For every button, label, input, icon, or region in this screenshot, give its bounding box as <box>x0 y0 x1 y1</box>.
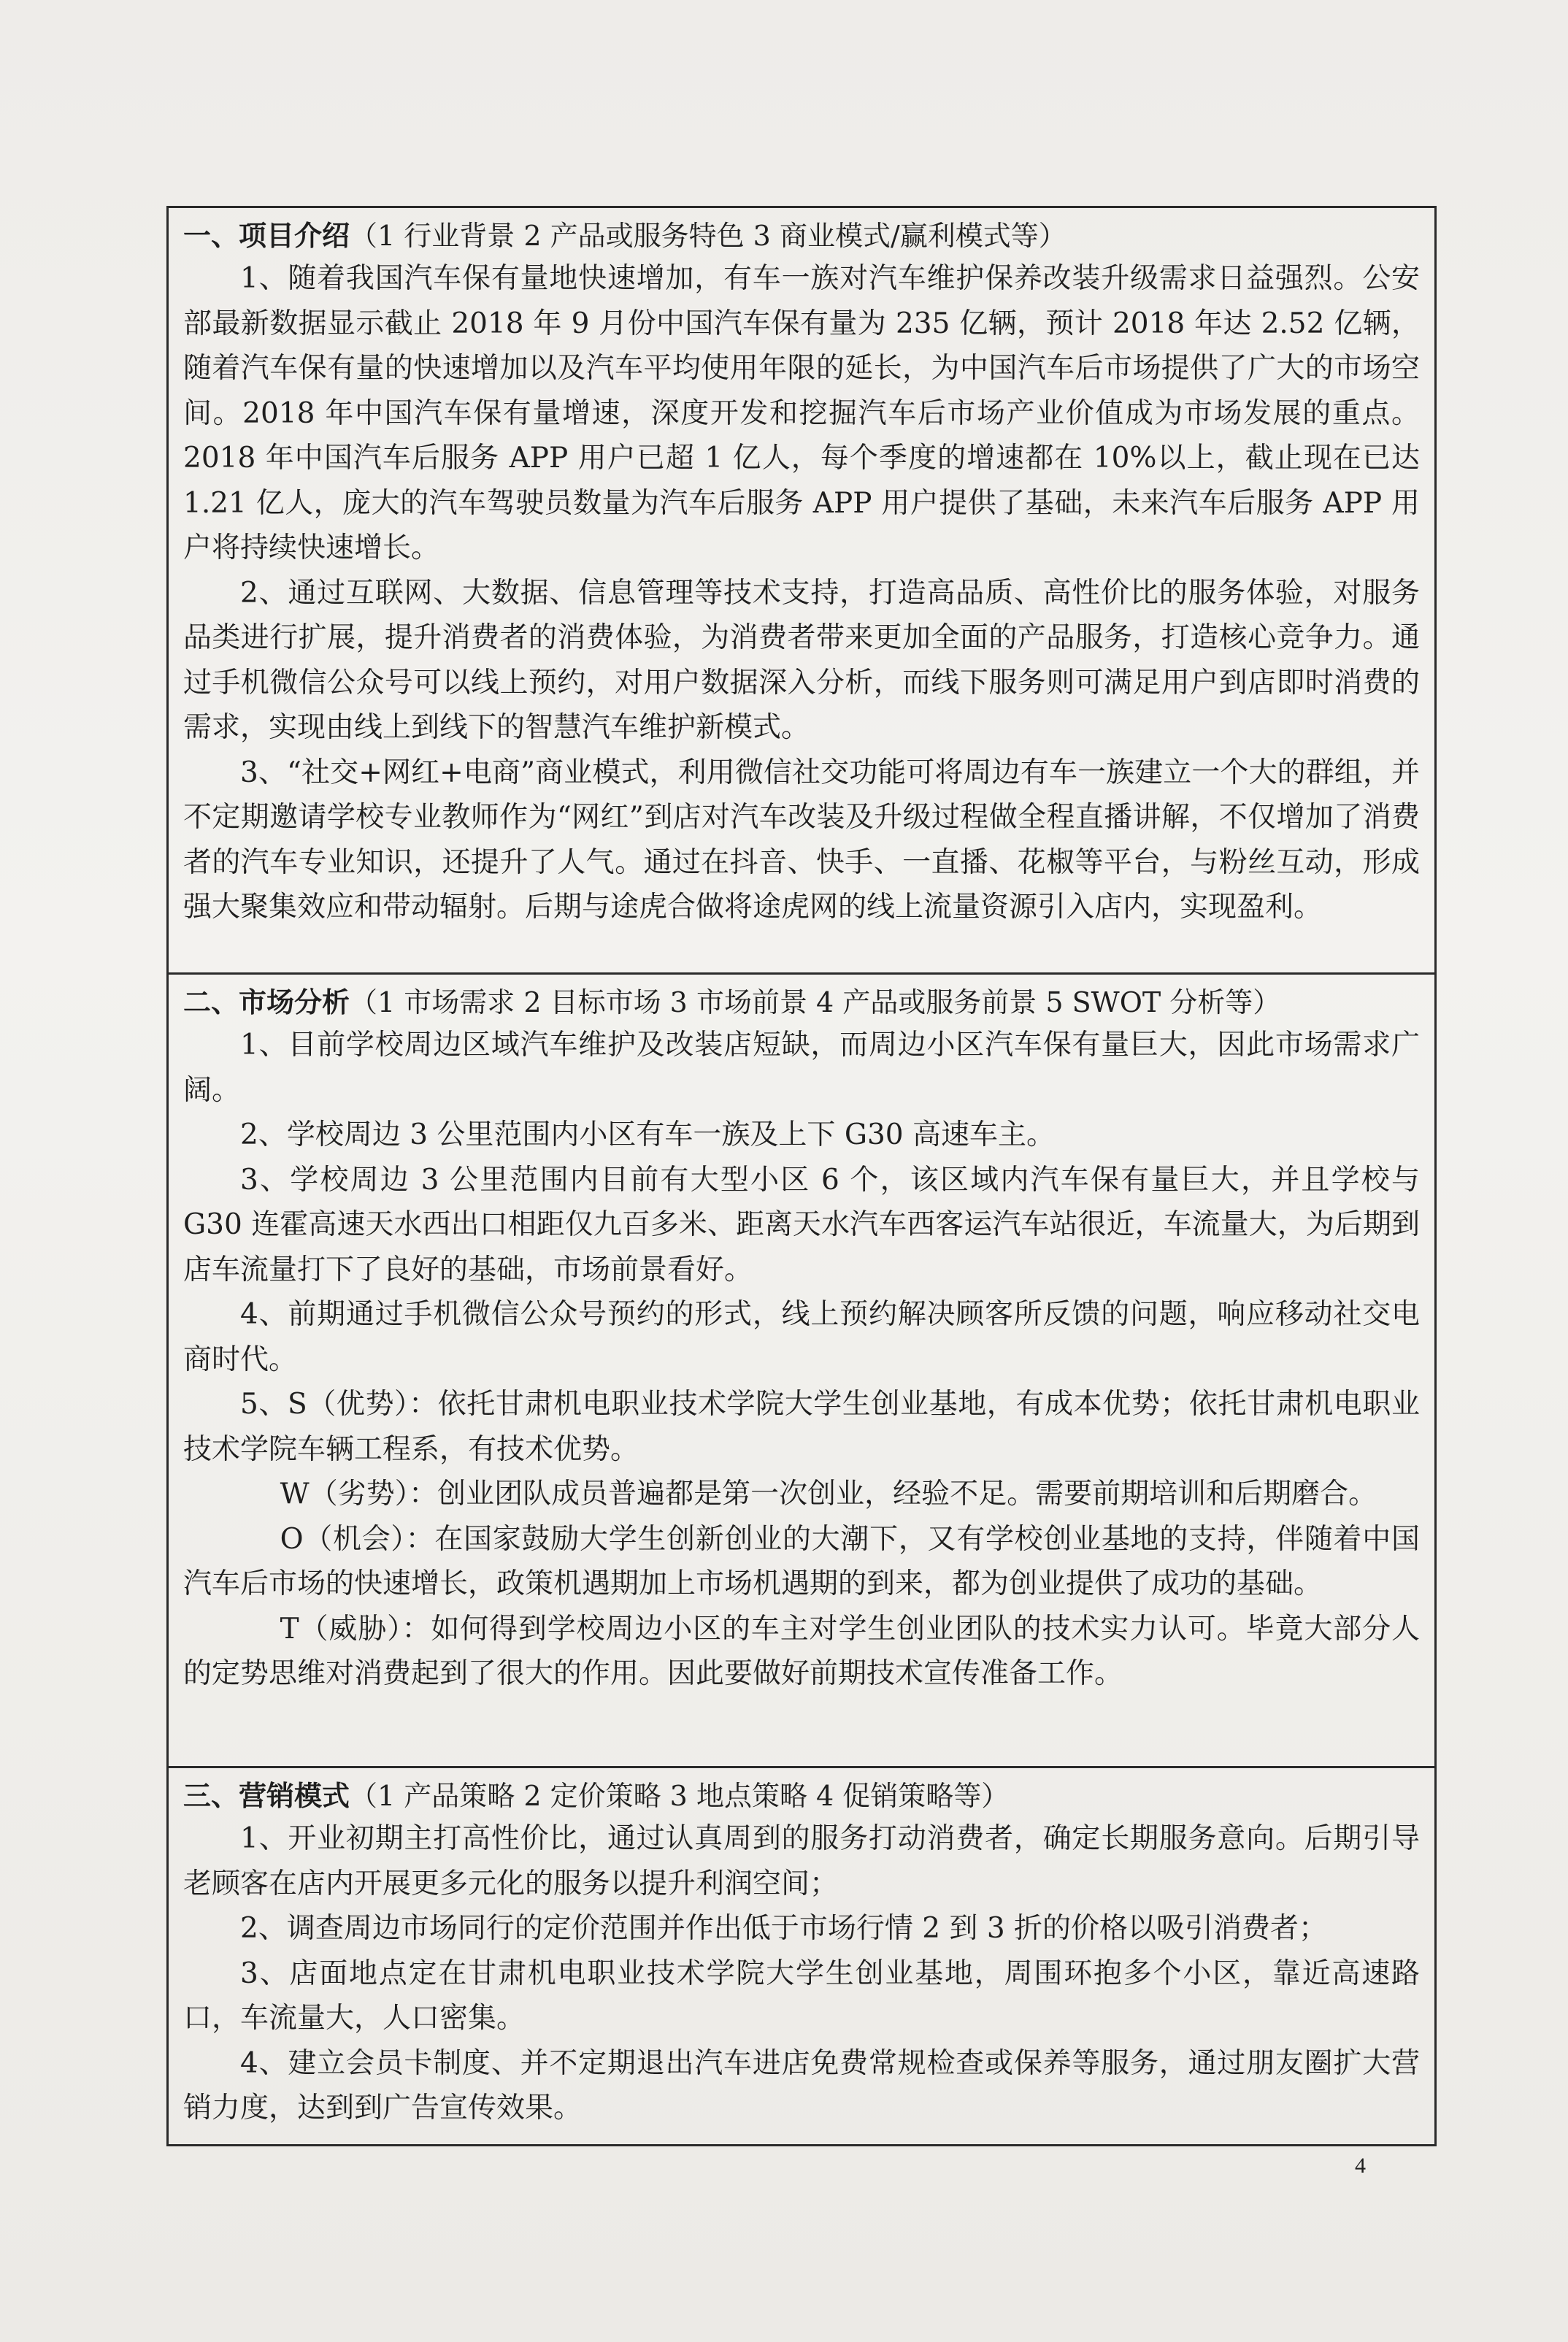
section-heading <box>183 982 1420 1023</box>
paragraph: 5、S（优势）：依托甘肃机电职业技术学院大学生创业基地，有成本优势；依托甘肃机电职业技术学院车辆工程系，有技术优势。 <box>183 1388 1420 1466</box>
section-marketing-model <box>169 1768 1434 2144</box>
paragraph: 4、前期通过手机微信公众号预约的形式，线上预约解决顾客所反馈的问题，响应移动社交电商时代。 <box>183 1298 1420 1376</box>
paragraph: 1、开业初期主打高性价比，通过认真周到的服务打动消费者，确定长期服务意向。后期引导老顾客在店内开展更多元化的服务以提升利润空间； <box>183 1822 1420 1900</box>
section-market-analysis <box>169 975 1434 1768</box>
swot-threat: T（威胁）：如何得到学校周边小区的车主对学生创业团队的技术实力认可。毕竟大部分人的定势思维对消费起到了很大的作用。因此要做好前期技术宣传准备工作。 <box>183 1612 1420 1690</box>
paragraph: 2、通过互联网、大数据、信息管理等技术支持，打造高品质、高性价比的服务体验，对服务品类进行扩展，提升消费者的消费体验，为消费者带来更加全面的产品服务，打造核心竞争力。通过手机微信公众号可以线上预约，对用户数据深入分析，而线下服务则可满足用户到店即时消费的需求，实现由线上到线下的智慧汽车维护新模式。 <box>183 576 1420 744</box>
paragraph: 2、学校周边 3 公里范围内小区有车一族及上下 G30 高速车主。 <box>240 1118 1055 1151</box>
section-project-intro <box>169 208 1434 975</box>
page-number: 4 <box>1355 2154 1366 2178</box>
section-subtitle: （1 产品策略 2 定价策略 3 地点策略 4 促销策略等） <box>350 1780 1010 1812</box>
paragraph: 4、建立会员卡制度、并不定期退出汽车进店免费常规检查或保养等服务，通过朋友圈扩大营销力度，达到到广告宣传效果。 <box>183 2046 1420 2124</box>
paragraph: 1、随着我国汽车保有量地快速增加，有车一族对汽车维护保养改装升级需求日益强烈。公安部最新数据显示截止 2018 年 9 月份中国汽车保有量为 235 亿辆，预计 2018 年达 2.52 亿辆，随着汽车保有量的快速增加以及汽车平均使用年限的延长，为中国汽车后市场提供了广大的市场空间。2018 年中国汽车保有量增速，深度开发和挖掘汽车后市场产业价值成为市场发展的重点。2018 年中国汽车后服务 APP 用户已超 1 亿人，每个季度的增速都在 10%以上，截止现在已达 1.21 亿人，庞大的汽车驾驶员数量为汽车后服务 APP 用户提供了基础，未来汽车后服务 APP 用户将持续快速增长。 <box>183 262 1420 564</box>
paragraph: 3、店面地点定在甘肃机电职业技术学院大学生创业基地，周围环抱多个小区，靠近高速路口，车流量大，人口密集。 <box>183 1957 1420 2035</box>
swot-opportunity: O（机会）：在国家鼓励大学生创新创业的大潮下，又有学校创业基地的支持，伴随着中国汽车后市场的快速增长，政策机遇期加上市场机遇期的到来，都为创业提供了成功的基础。 <box>183 1522 1420 1600</box>
section-title: 三、营销模式 <box>183 1779 350 1812</box>
swot-weakness: W（劣势）：创业团队成员普遍都是第一次创业，经验不足。需要前期培训和后期磨合。 <box>280 1478 1377 1510</box>
section-subtitle: （1 行业背景 2 产品或服务特色 3 商业模式/赢利模式等） <box>350 220 1067 252</box>
paragraph: 3、学校周边 3 公里范围内目前有大型小区 6 个，该区域内汽车保有量巨大，并且学校与 G30 连霍高速天水西出口相距仅九百多米、距离天水汽车西客运汽车站很近，车流量大，为后期到店车流量打下了良好的基础，市场前景看好。 <box>183 1163 1420 1286</box>
content-table <box>166 206 1437 2146</box>
section-heading <box>183 215 1420 256</box>
section-title: 二、市场分析 <box>183 986 350 1018</box>
paragraph: 3、“社交+网红+电商”商业模式，利用微信社交功能可将周边有车一族建立一个大的群组，并不定期邀请学校专业教师作为“网红”到店对汽车改装及升级过程做全程直播讲解，不仅增加了消费者的汽车专业知识，还提升了人气。通过在抖音、快手、一直播、花椒等平台，与粉丝互动，形成强大聚集效应和带动辐射。后期与途虎合做将途虎网的线上流量资源引入店内，实现盈利。 <box>183 756 1420 924</box>
paragraph: 2、调查周边市场同行的定价范围并作出低于市场行情 2 到 3 折的价格以吸引消费者； <box>240 1912 1328 1945</box>
paragraph: 1、目前学校周边区域汽车维护及改装店短缺，而周边小区汽车保有量巨大，因此市场需求广阔。 <box>183 1029 1420 1107</box>
section-subtitle: （1 市场需求 2 目标市场 3 市场前景 4 产品或服务前景 5 SWOT 分析等） <box>350 986 1281 1018</box>
section-title: 一、项目介绍 <box>183 219 350 252</box>
section-heading <box>183 1775 1420 1816</box>
